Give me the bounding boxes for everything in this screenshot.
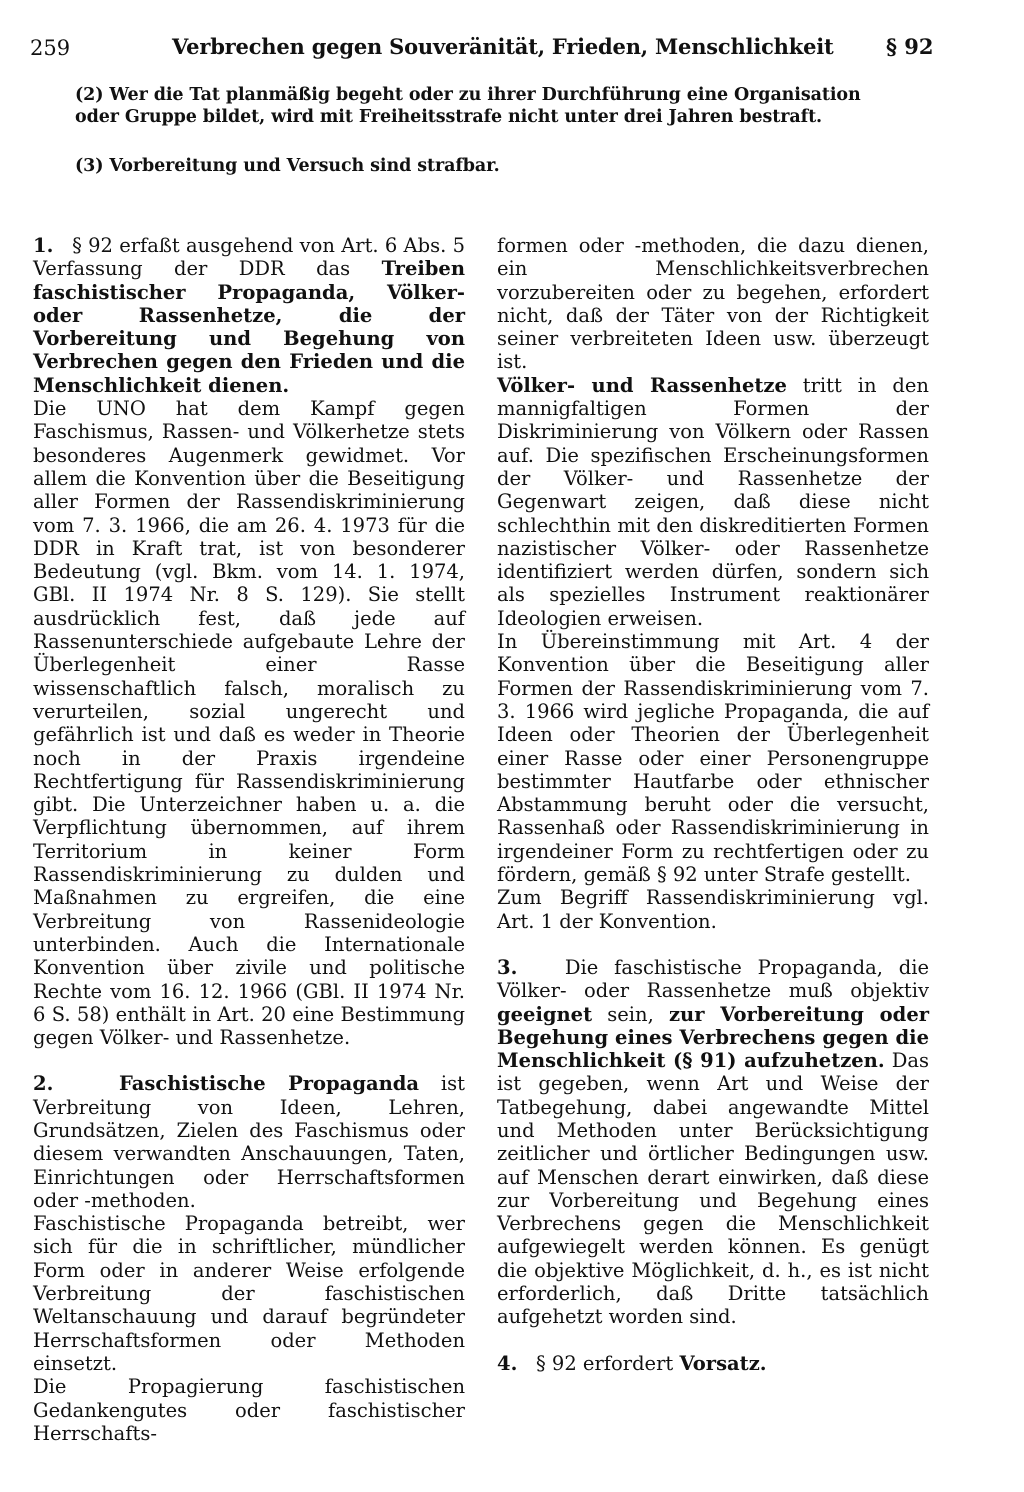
note-text: sein, <box>592 1002 669 1026</box>
propaganda-definition-paragraph: Faschistische Propaganda betreibt, wer sich für die in schriftlicher, mündlicher Form oder in anderer Weise erfolgende Verbreitung der faschistischen Weltanschauung und darauf begründeter Herrschaftsformen oder Methoden einsetzt. <box>33 1212 465 1375</box>
page-number: 259 <box>30 36 71 60</box>
begriff-paragraph: Zum Begriff Rassendiskriminierung vgl. Art. 1 der Konvention. <box>497 886 929 933</box>
commentary-right-column <box>497 234 929 1375</box>
note-emphasis: Treiben faschistischer Propaganda, Völker- oder Rassenhetze, die der Vorbereitung und Begehung von Verbrechen gegen den Frieden und die Menschlichkeit dienen. <box>33 257 465 397</box>
note-number: 2. <box>33 1072 54 1096</box>
section-reference: § 92 <box>886 34 934 59</box>
note-text: Das ist gegeben, wenn Art und Weise der Tatbegehung, dabei angewandte Mittel und Methoden unter Berücksichtigung zeitlicher und örtlicher Bedingungen usw. auf Menschen derart einwirken, daß diese zur Vorbereitung und Begehung eines Verbrechens gegen die Menschlichkeit aufgewiegelt werden können. Es genügt die objektive Möglichkeit, d. h., es ist nicht erforderlich, daß Dritte tatsächlich aufgehetzt worden sind. <box>497 1049 929 1329</box>
note-emphasis: geeignet <box>497 1002 593 1026</box>
hetze-paragraph <box>497 374 929 630</box>
note-number: 1. <box>33 234 54 257</box>
note-text: Die faschistische Propaganda, die Völker- oder Rassenhetze muß objektiv <box>497 955 929 1003</box>
continuation-paragraph: formen oder -methoden, die dazu dienen, ein Menschlichkeitsverbrechen vorzubereiten oder zu begehen, erfordert nicht, daß der Täter von der Richtigkeit seiner verbreiteten Ideen usw. überzeugt ist. <box>497 234 929 374</box>
statute-paragraph-2: (2) Wer die Tat planmäßig begeht oder zu ihrer Durchführung eine Organisation oder Gruppe bildet, wird mit Freiheitsstrafe nicht unter drei Jahren bestraft. <box>75 85 861 127</box>
note-emphasis: Faschistische Propaganda <box>118 1072 420 1096</box>
uno-paragraph: Die UNO hat dem Kampf gegen Faschismus, Rassen- und Völkerhetze stets besonderes Augenmerk gewidmet. Vor allem die Konvention über die Beseitigung aller Formen der Rassendiskriminierung vom 7. 3. 1966, die am 26. 4. 1973 für die DDR in Kraft trat, ist von besonderer Bedeutung (vgl. Bkm. vom 14. 1. 1974, GBl. II 1974 Nr. 8 S. 129). Sie stellt ausdrücklich fest, daß jede auf Rassenunterschiede aufgebaute Lehre der Überlegenheit einer Rasse wissenschaftlich falsch, moralisch zu verurteilen, sozial ungerecht und gefährlich ist und daß es weder in Theorie noch in der Praxis irgendeine Rechtfertigung für Rassendiskriminierung gibt. Die Unterzeichner haben u. a. die Verpflichtung übernommen, auf ihrem Territorium in keiner Form Rassendiskriminierung zu dulden und Maßnahmen zu ergreifen, die eine Verbreitung von Rassenideologie unterbinden. Auch die Internationale Konvention über zivile und politische Rechte vom 16. 12. 1966 (GBl. II 1974 Nr. 6 S. 58) enthält in Art. 20 eine Bestimmung gegen Völker- und Rassenhetze. <box>33 397 465 1050</box>
commentary-note-3 <box>497 956 929 1329</box>
running-header <box>30 32 934 72</box>
art4-paragraph: In Übereinstimmung mit Art. 4 der Konvention über die Beseitigung aller Formen der Rassendiskriminierung vom 7. 3. 1966 wird jegliche Propaganda, die auf Ideen oder Theorien der Überlegenheit einer Rasse oder einer Personengruppe bestimmter Hautfarbe oder ethnischer Abstammung beruht oder die versucht, Rassenhaß oder Rassendiskriminierung in irgendeiner Form zu rechtfertigen oder zu fördern, gemäß § 92 unter Strafe gestellt. <box>497 630 929 887</box>
commentary-note-1 <box>33 234 465 397</box>
note-text: § 92 erfaßt ausgehend von Art. 6 Abs. 5 Verfassung der DDR das <box>33 234 465 281</box>
commentary-note-4 <box>497 1352 929 1375</box>
note-emphasis: Vorsatz. <box>679 1351 767 1375</box>
note-text: § 92 erfordert <box>535 1351 680 1375</box>
note-number: 3. <box>497 955 518 979</box>
note-text: tritt in den mannigfaltigen Formen der Diskriminierung von Völkern oder Rassen auf. Die spezifischen Erscheinungsformen der Völker- und Rassenhetze der Gegenwart zeigen, daß diese nicht schlechthin mit den diskreditierten Formen nazistischer Völker- oder Rassenhetze identifiziert werden dürfen, sondern sich als spezielles Instrument reaktionärer Ideologien erweisen. <box>497 373 929 630</box>
commentary-note-2 <box>33 1072 465 1212</box>
note-emphasis: Völker- und Rassenhetze <box>497 373 787 397</box>
running-title: Verbrechen gegen Souveränität, Frieden, Menschlichkeit <box>172 34 834 59</box>
commentary-left-column <box>33 234 465 1445</box>
statute-paragraph-3: (3) Vorbereitung und Versuch sind strafbar. <box>75 156 500 176</box>
note-text: ist Verbreitung von Ideen, Lehren, Grundsätzen, Zielen des Faschismus oder diesem verwandten Anschauungen, Taten, Einrichtungen oder Herrschaftsformen oder -methoden. <box>33 1072 465 1212</box>
propagierung-paragraph: Die Propagierung faschistischen Gedankengutes oder faschistischer Herrschafts- <box>33 1375 465 1445</box>
note-number: 4. <box>497 1351 518 1375</box>
note-emphasis: zur Vorbereitung oder Begehung eines Verbrechens gegen die Menschlichkeit (§ 91) aufzuhetzen. <box>497 1002 929 1073</box>
